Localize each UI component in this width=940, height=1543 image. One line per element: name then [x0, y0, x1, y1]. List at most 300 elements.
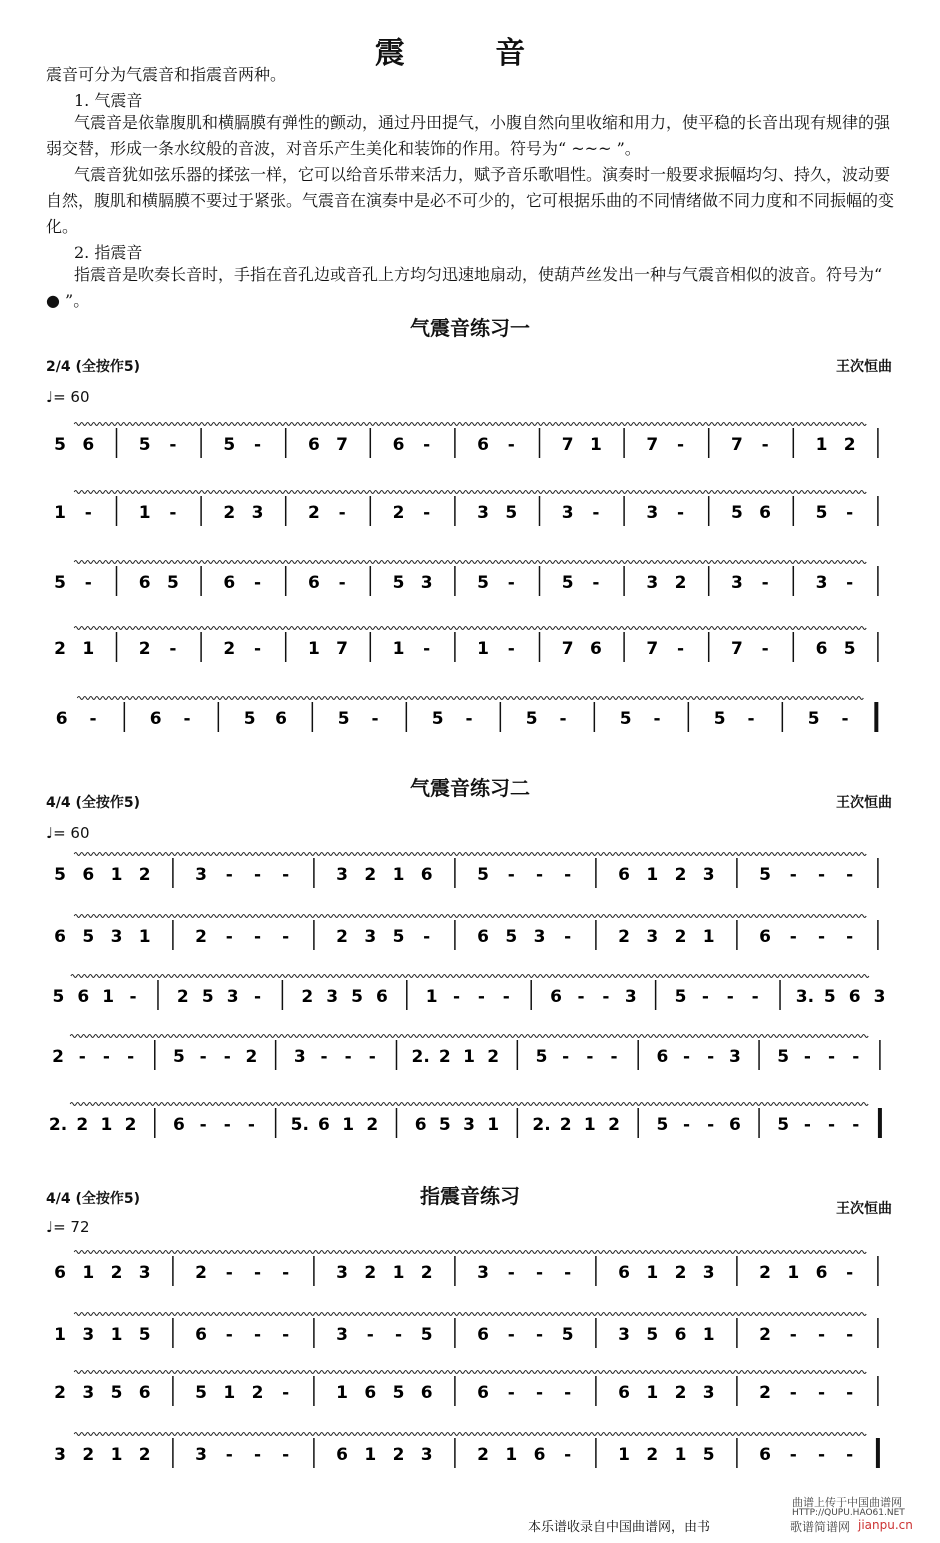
note: 6: [674, 1325, 687, 1345]
notation-row-svg: [46, 1308, 892, 1356]
dash-note: -: [169, 503, 177, 523]
note: 2: [364, 865, 377, 885]
intro-heading-2: 2. 指震音: [74, 243, 143, 262]
note: 3: [646, 573, 659, 593]
note: 7: [730, 435, 743, 455]
note: 3: [336, 1263, 349, 1283]
note: 2: [392, 503, 405, 523]
dash-note: -: [841, 709, 849, 729]
note: 2: [307, 503, 320, 523]
note: 6: [759, 503, 772, 523]
note: 3.: [795, 987, 815, 1007]
staff-row: [46, 1030, 892, 1082]
note: 2: [54, 639, 67, 659]
note: 1: [674, 1445, 687, 1465]
dash-note: -: [817, 1325, 826, 1345]
notation-row-svg: [46, 692, 892, 740]
note: 6: [82, 435, 95, 455]
dash-note: -: [577, 987, 585, 1007]
note: 6: [138, 1383, 151, 1403]
dash-note: -: [282, 927, 290, 947]
notation-row-svg: [46, 486, 892, 534]
note: 3: [336, 865, 349, 885]
note: 3: [138, 1263, 151, 1283]
note: 6: [392, 435, 405, 455]
dash-note: -: [253, 573, 262, 593]
notation-row-svg: [46, 848, 892, 896]
dash-note: -: [846, 865, 854, 885]
dash-note: -: [761, 639, 769, 659]
note: 6: [82, 865, 95, 885]
dash-note: -: [803, 1047, 811, 1067]
notation-row-svg: [46, 556, 892, 604]
dash-note: -: [169, 435, 177, 455]
vibrato-wave: [74, 627, 866, 630]
dash-note: -: [817, 1445, 826, 1465]
dash-note: -: [846, 573, 854, 593]
footer-source: 本乐谱收录自中国曲谱网，由书: [528, 1520, 711, 1535]
note: 5: [656, 1115, 669, 1135]
note: 5: [646, 1325, 659, 1345]
note: 5: [619, 709, 632, 729]
dash-note: -: [423, 639, 431, 659]
note: 3: [702, 1383, 715, 1403]
note: 6: [848, 987, 861, 1007]
note: 2: [487, 1047, 500, 1067]
dash-note: -: [676, 639, 685, 659]
staff-row: [46, 1098, 892, 1150]
note: 1: [102, 987, 115, 1007]
note: 1: [54, 503, 67, 523]
note: 7: [730, 639, 743, 659]
note: 6: [336, 1445, 349, 1465]
vibrato-wave: [71, 975, 869, 978]
section-composer-1: 王次恒曲: [836, 359, 892, 375]
note: 1: [223, 1383, 236, 1403]
note: 2: [646, 1445, 659, 1465]
dash-note: -: [338, 573, 346, 593]
note: 6: [55, 709, 68, 729]
note: 2: [52, 1047, 65, 1067]
dash-note: -: [535, 1325, 544, 1345]
section-title-3: 指震音练习: [420, 1184, 520, 1208]
note: 2: [366, 1115, 379, 1135]
note: 5: [730, 503, 743, 523]
note: 5: [777, 1115, 790, 1135]
vibrato-wave: [74, 1433, 866, 1436]
dash-note: -: [846, 1445, 854, 1465]
note: 5: [759, 865, 772, 885]
note: 1: [100, 1115, 113, 1135]
note: 5: [674, 987, 687, 1007]
dash-note: -: [371, 709, 379, 729]
dash-note: -: [225, 1325, 233, 1345]
section-tempo-1: ♩= 60: [46, 388, 90, 406]
note: 5: [54, 435, 67, 455]
note: 1: [336, 1383, 349, 1403]
note: 5: [82, 927, 95, 947]
dash-note: -: [423, 927, 431, 947]
dash-note: -: [225, 1263, 233, 1283]
section-meter-2: 4/4 (全按作5): [46, 795, 141, 811]
dash-note: -: [761, 573, 769, 593]
dash-note: -: [707, 1047, 715, 1067]
dash-note: -: [586, 1047, 594, 1067]
vibrato-wave: [74, 491, 866, 494]
note: 6: [54, 927, 67, 947]
staff-row: [46, 622, 892, 674]
note: 2: [110, 1263, 123, 1283]
intro-paragraph-zhizhen: 指震音是吹奏长音时，手指在音孔边或音孔上方均匀迅速地扇动，使葫芦丝发出一种与气震音相似的波音。符号为“ ● ”。: [46, 265, 883, 310]
dash-note: -: [366, 1325, 374, 1345]
note: 1: [138, 927, 151, 947]
note: 2.: [532, 1115, 551, 1135]
note: 3: [533, 927, 546, 947]
note: 3: [420, 1445, 433, 1465]
dash-note: -: [789, 1445, 797, 1465]
vibrato-wave: [74, 1371, 866, 1374]
section-tempo-3: ♩= 72: [46, 1218, 90, 1236]
note: 2: [674, 927, 687, 947]
note: 1: [815, 435, 828, 455]
note: 1: [477, 639, 490, 659]
dash-note: -: [761, 435, 769, 455]
section-title-2: 气震音练习二: [410, 776, 530, 800]
note: 5: [351, 987, 363, 1007]
note: 1: [618, 1445, 631, 1465]
note: 6: [173, 1115, 185, 1135]
note: 5: [823, 987, 836, 1007]
note: 6: [477, 927, 490, 947]
note: 2: [301, 987, 314, 1007]
staff-row: [46, 1428, 892, 1480]
dash-note: -: [78, 1047, 86, 1067]
dash-note: -: [564, 927, 572, 947]
note: 5: [713, 709, 726, 729]
dash-note: -: [320, 1047, 328, 1067]
dash-note: -: [282, 1383, 290, 1403]
note: 6: [77, 987, 90, 1007]
note: 1: [646, 1263, 659, 1283]
note: 7: [646, 435, 659, 455]
note: 2: [477, 1445, 490, 1465]
note: 1: [646, 1383, 659, 1403]
notation-row-svg: [46, 1428, 892, 1476]
note: 5: [392, 1383, 405, 1403]
note: 5: [525, 709, 538, 729]
staff-row: [46, 556, 892, 608]
dash-note: -: [789, 865, 797, 885]
note: 1: [82, 1263, 95, 1283]
note: 3: [730, 573, 743, 593]
dash-note: -: [564, 1263, 572, 1283]
dash-note: -: [253, 1445, 262, 1465]
note: 5: [201, 987, 214, 1007]
dash-note: -: [223, 1115, 231, 1135]
intro-paragraph-qizhen: 气震音是依靠腹肌和横膈膜有弹性的颤动，通过丹田提气，小腹自然向里收缩和用力，使平稳的长音出现有规律的强弱交替，形成一条水纹般的音波，对音乐产生美化和装饰的作用。符号为“ ~~~ ”。: [46, 113, 891, 158]
note: 3: [293, 1047, 306, 1067]
dash-note: -: [423, 503, 431, 523]
staff-row: [46, 692, 892, 744]
vibrato-wave: [74, 423, 866, 426]
note: 2: [251, 1383, 264, 1403]
dash-note: -: [751, 987, 759, 1007]
note: 3: [646, 503, 659, 523]
note: 2: [843, 435, 856, 455]
note: 5: [54, 573, 67, 593]
staff-row: [46, 1308, 892, 1360]
vibrato-wave: [70, 1035, 868, 1038]
watermark-jianpu-cn: jianpu.cn: [858, 1518, 913, 1532]
vibrato-wave: [70, 1103, 868, 1106]
dash-note: -: [564, 1383, 572, 1403]
note: 3: [618, 1325, 631, 1345]
dash-note: -: [282, 865, 290, 885]
note: 6: [477, 1383, 490, 1403]
note: 2: [138, 1445, 151, 1465]
note: 2: [223, 639, 236, 659]
dash-note: -: [817, 865, 826, 885]
vibrato-wave: [74, 561, 866, 564]
note: 5: [777, 1047, 790, 1067]
dash-note: -: [789, 1325, 797, 1345]
staff-row: [46, 848, 892, 900]
dash-note: -: [129, 987, 137, 1007]
vibrato-wave: [74, 853, 866, 856]
note: 6: [318, 1115, 330, 1135]
dash-note: -: [653, 709, 661, 729]
note: 6: [815, 639, 828, 659]
note: 5: [138, 1325, 151, 1345]
staff-row: [46, 418, 892, 470]
dash-note: -: [507, 435, 515, 455]
note: 6: [420, 1383, 433, 1403]
note: 1: [702, 1325, 715, 1345]
notation-row-svg: [46, 418, 892, 466]
dash-note: -: [592, 503, 600, 523]
dash-note: -: [852, 1047, 860, 1067]
note: 6: [815, 1263, 828, 1283]
dash-note: -: [846, 1263, 854, 1283]
dash-note: -: [564, 1445, 572, 1465]
note: 2: [759, 1263, 772, 1283]
note: 6: [759, 927, 772, 947]
note: 2.: [48, 1115, 68, 1135]
note: 5: [54, 865, 67, 885]
note: 1: [505, 1445, 518, 1465]
dash-note: -: [84, 503, 92, 523]
note: 2: [608, 1115, 620, 1135]
dash-note: -: [683, 1115, 691, 1135]
dash-note: -: [84, 573, 92, 593]
note: 3: [364, 927, 377, 947]
note: 3: [195, 1445, 208, 1465]
dash-note: -: [846, 1325, 854, 1345]
note: 2: [138, 865, 151, 885]
dash-note: -: [535, 865, 544, 885]
note: 1: [487, 1115, 500, 1135]
note: 3: [463, 1115, 475, 1135]
note: 5: [561, 573, 574, 593]
note: 5: [110, 1383, 123, 1403]
note: 2: [759, 1383, 772, 1403]
intro-line-1: 震音可分为气震音和指震音两种。: [46, 65, 287, 84]
dash-note: -: [253, 987, 262, 1007]
note: 1: [364, 1445, 377, 1465]
dash-note: -: [253, 639, 262, 659]
dash-note: -: [828, 1047, 836, 1067]
note: 5: [173, 1047, 185, 1067]
note: 6: [550, 987, 563, 1007]
dash-note: -: [676, 503, 685, 523]
dash-note: -: [89, 709, 97, 729]
note: 2: [54, 1383, 67, 1403]
dash-note: -: [223, 1047, 231, 1067]
note: 3: [646, 927, 659, 947]
note: 2: [223, 503, 236, 523]
note: 3: [54, 1445, 67, 1465]
note: 1: [392, 1263, 405, 1283]
note: 1: [110, 1325, 123, 1345]
note: 5: [337, 709, 350, 729]
note: 2: [124, 1115, 137, 1135]
vibrato-wave: [74, 915, 866, 918]
notation-row-svg: [46, 1246, 892, 1294]
dash-note: -: [247, 1115, 255, 1135]
dash-note: -: [338, 503, 346, 523]
notation-row-svg: [46, 910, 892, 958]
note: 3: [226, 987, 239, 1007]
dash-note: -: [199, 1047, 207, 1067]
note: 1: [646, 865, 659, 885]
note: 2: [674, 573, 687, 593]
notation-row-svg: [46, 622, 892, 670]
dash-note: -: [747, 709, 755, 729]
dash-note: -: [253, 1325, 262, 1345]
note: 6: [149, 709, 162, 729]
section-tempo-2: ♩= 60: [46, 824, 90, 842]
note: 5: [392, 573, 405, 593]
note: 6: [414, 1115, 427, 1135]
dash-note: -: [789, 927, 797, 947]
note: 1: [82, 639, 95, 659]
note: 2: [364, 1263, 377, 1283]
dash-note: -: [828, 1115, 836, 1135]
dash-note: -: [344, 1047, 352, 1067]
note: 3: [110, 927, 123, 947]
dash-note: -: [817, 1383, 826, 1403]
note: 5: [477, 573, 490, 593]
note: 3: [477, 503, 490, 523]
note: 2.: [411, 1047, 430, 1067]
dash-note: -: [803, 1115, 811, 1135]
note: 5.: [290, 1115, 309, 1135]
note: 7: [336, 435, 349, 455]
note: 6: [618, 1383, 631, 1403]
note: 3: [420, 573, 433, 593]
note: 3: [702, 865, 715, 885]
note: 1: [787, 1263, 800, 1283]
note: 7: [561, 435, 574, 455]
watermark-site: 曲谱上传于中国曲谱网: [792, 1496, 902, 1509]
note: 2: [420, 1263, 433, 1283]
note: 2: [76, 1115, 89, 1135]
dash-note: -: [852, 1115, 860, 1135]
section-composer-2: 王次恒曲: [836, 795, 892, 811]
note: 2: [559, 1115, 572, 1135]
note: 6: [195, 1325, 208, 1345]
note: 1: [307, 639, 320, 659]
staff-row: [46, 1246, 892, 1298]
note: 5: [505, 927, 518, 947]
note: 2: [392, 1445, 405, 1465]
note: 6: [54, 1263, 67, 1283]
dash-note: -: [169, 639, 177, 659]
dash-note: -: [707, 1115, 715, 1135]
page-title: 震 音: [374, 36, 566, 71]
dash-note: -: [225, 1445, 233, 1465]
note: 5: [535, 1047, 548, 1067]
dash-note: -: [368, 1047, 376, 1067]
note: 5: [243, 709, 256, 729]
dash-note: -: [282, 1445, 290, 1465]
note: 1: [392, 865, 405, 885]
dash-note: -: [199, 1115, 207, 1135]
note: 2: [618, 927, 631, 947]
dash-note: -: [225, 927, 233, 947]
staff-row: [46, 1366, 892, 1418]
note: 2: [195, 1263, 208, 1283]
dash-note: -: [846, 1383, 854, 1403]
intro-heading-1: 1. 气震音: [74, 91, 143, 110]
section-meter-3: 4/4 (全按作5): [46, 1191, 141, 1207]
note: 3: [728, 1047, 741, 1067]
note: 5: [807, 709, 820, 729]
dash-note: -: [846, 503, 854, 523]
note: 5: [561, 1325, 574, 1345]
note: 6: [420, 865, 433, 885]
note: 2: [138, 639, 151, 659]
notation-row-svg: [46, 1030, 892, 1078]
note: 5: [438, 1115, 451, 1135]
dash-note: -: [127, 1047, 135, 1067]
dash-note: -: [507, 1383, 515, 1403]
note: 3: [326, 987, 339, 1007]
note: 2: [759, 1325, 772, 1345]
staff-row: [46, 970, 892, 1022]
note: 3: [195, 865, 208, 885]
note: 2: [336, 927, 349, 947]
note: 5: [505, 503, 518, 523]
note: 6: [533, 1445, 546, 1465]
dash-note: -: [282, 1263, 290, 1283]
dash-note: -: [253, 927, 262, 947]
dash-note: -: [726, 987, 734, 1007]
dash-note: -: [253, 865, 262, 885]
dash-note: -: [701, 987, 709, 1007]
dash-note: -: [282, 1325, 290, 1345]
note: 3: [82, 1383, 95, 1403]
dash-note: -: [562, 1047, 570, 1067]
section-composer-3: 王次恒曲: [836, 1201, 892, 1217]
note: 3: [873, 987, 886, 1007]
note: 6: [275, 709, 287, 729]
dash-note: -: [423, 435, 431, 455]
dash-note: -: [817, 927, 826, 947]
note: 1: [110, 1445, 123, 1465]
note: 6: [477, 435, 490, 455]
note: 2: [176, 987, 189, 1007]
